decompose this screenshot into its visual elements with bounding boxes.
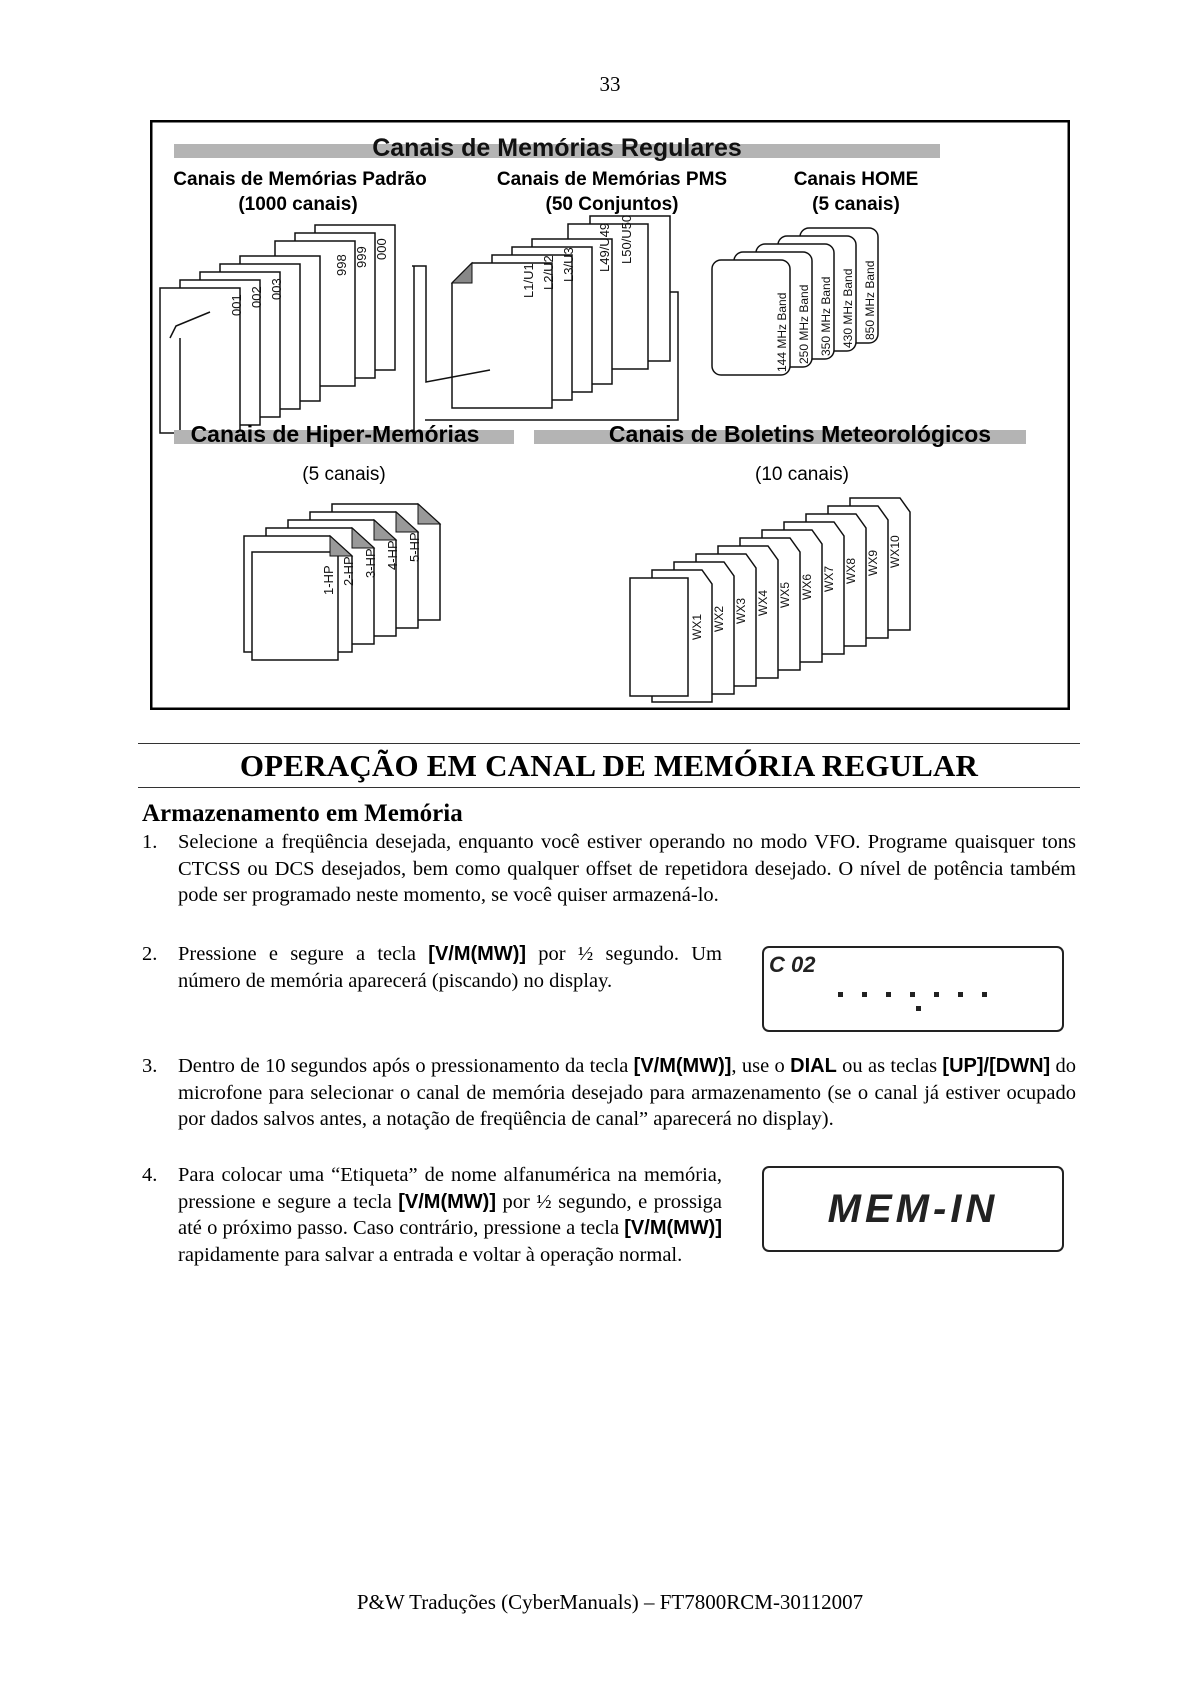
card-label-850: 850 MHz Band [863,260,877,340]
card-label-001: 001 [229,294,244,316]
home-count: (5 canais) [812,194,900,215]
step-text: Pressione e segure a tecla [V/M(MW)] por ½ segundo. Um número de memória aparecerá (piscando) no display. [178,943,722,992]
card-label-000: 000 [374,238,389,260]
card-label-l50u50: L50/U50 [619,214,634,264]
card-label-l2u2: L2/U2 [541,255,556,290]
card-label-144: 144 MHz Band [775,292,789,372]
key-v-m-mw: [V/M(MW)] [633,1055,732,1077]
step-1 [142,829,1076,937]
lcd-display-channel [762,946,1064,1032]
card-label-4hp: 4-HP [385,540,400,570]
diagram-header: Canais de Memórias Regulares [372,134,742,162]
pms-count: (50 Conjuntos) [545,194,679,215]
page-number: 33 [599,72,621,96]
step-text: Para colocar uma “Etiqueta” de nome alfanumérica na memória, pressione e segure a tecla [V/M(MW)] por ½ segundo, e prossiga até o próximo passo. Caso contrário, pressione a tecla [V/M(MW)] rapidamente para salvar a entrada e voltar à operação normal. [178,1164,722,1266]
hyper-title: Canais de Hiper-Memórias [190,421,480,447]
weather-count: (10 canais) [755,464,849,485]
weather-title: Canais de Boletins Meteorológicos [608,421,992,447]
key-dial: DIAL [790,1055,837,1077]
memory-channels-diagram [150,120,1070,710]
card-label-998: 998 [334,254,349,276]
card-label-wx7: WX7 [822,565,836,592]
key-up: [UP] [942,1055,984,1077]
card-label-wx8: WX8 [844,557,858,584]
section-title: OPERAÇÃO EM CANAL DE MEMÓRIA REGULAR [239,748,979,783]
step-text: Dentro de 10 segundos após o pressionamento da tecla [V/M(MW)], use o DIAL ou as teclas [UP]/[DWN] do microfone para selecionar o canal de memória desejado para armazenamento (se o canal já estiver ocupado por dados salvos antes, a notação de freqüência de canal” aparecerá no display). [178,1055,1077,1130]
key-dwn: [DWN] [989,1055,1051,1077]
section-rule-bottom [138,787,1080,788]
step-number: 1. [142,831,158,853]
card-label-1hp: 1-HP [321,565,336,595]
card-label-2hp: 2-HP [341,556,356,586]
step-number: 3. [142,1055,158,1077]
card-label-002: 002 [249,286,264,308]
subsection-title: Armazenamento em Memória [142,800,463,827]
home-title: Canais HOME [793,169,919,190]
card-label-003: 003 [269,278,284,300]
key-v-m-mw: [V/M(MW)] [398,1190,496,1213]
lcd-channel-text: C 02 [769,952,816,977]
section-rule-top [138,743,1080,744]
standard-count: (1000 canais) [238,194,358,215]
card-label-l1u1: L1/U1 [521,263,536,298]
step-number: 2. [142,943,158,965]
card-label-wx2: WX2 [712,605,726,632]
card-label-wx5: WX5 [778,581,792,608]
key-v-m-mw: [V/M(MW)] [624,1217,722,1239]
card-label-430: 430 MHz Band [841,268,855,348]
card-label-250: 250 MHz Band [797,284,811,364]
hyper-count: (5 canais) [302,464,386,485]
step-2 [142,941,722,1021]
footer: P&W Traduções (CyberManuals) – FT7800RCM-30112007 [356,1590,864,1614]
lcd-dots [838,992,987,1011]
card-label-wx1: WX1 [690,613,704,640]
card-label-350: 350 MHz Band [819,276,833,356]
lcd-display-mem-in [762,1166,1064,1252]
standard-title: Canais de Memórias Padrão [173,169,427,190]
step-4 [142,1162,722,1302]
step-text: Selecione a freqüência desejada, enquanto você estiver operando no modo VFO. Programe quaisquer tons CTCSS ou DCS desejados, bem como qualquer offset de repetidora desejado. O nível de potência também pode ser programado neste momento, se você quiser armazená-lo. [178,831,1076,906]
pms-title: Canais de Memórias PMS [496,169,728,190]
key-v-m-mw: [V/M(MW)] [428,943,527,965]
card-label-999: 999 [354,246,369,268]
lcd-segments [764,948,1062,1030]
card-label-5hp: 5-HP [407,532,422,562]
card-label-wx10: WX10 [888,535,902,568]
step-3 [142,1053,1076,1163]
lcd-mem-in-text: MEM-IN [827,1187,999,1231]
card-label-l49u49: L49/U49 [597,222,612,272]
card-label-wx4: WX4 [756,589,770,616]
card-label-3hp: 3-HP [363,548,378,578]
card-label-wx9: WX9 [866,549,880,576]
step-number: 4. [142,1164,158,1186]
card-label-wx3: WX3 [734,597,748,624]
card-label-wx6: WX6 [800,573,814,600]
card-label-l3u3: L3/U3 [561,247,576,282]
